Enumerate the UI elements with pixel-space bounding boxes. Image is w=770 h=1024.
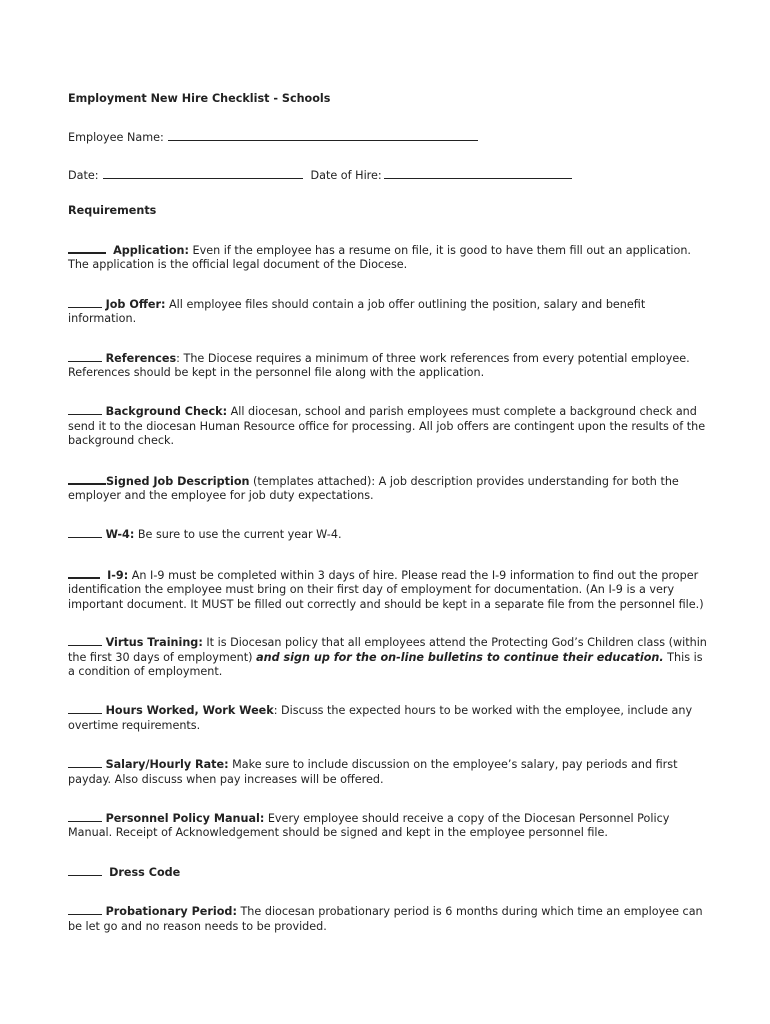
item-label: Personnel Policy Manual:: [105, 811, 265, 825]
checklist-document: [68, 92, 708, 934]
item-label: Signed Job Description: [106, 474, 250, 488]
item-emphasis: and sign up for the on-line bulletins to continue their education.: [256, 650, 664, 664]
checkbox-blank[interactable]: [68, 634, 102, 646]
date-label: Date:: [68, 169, 99, 182]
checklist-item-background-check: [68, 403, 708, 448]
item-text: (templates attached): A job description provides understanding for both the employer and the employee for job duty expectations.: [68, 474, 679, 503]
item-label: Salary/Hourly Rate:: [105, 758, 229, 772]
item-label: Virtus Training:: [105, 636, 203, 650]
checklist-item-signed-job-description: [68, 472, 708, 504]
date-fields: [68, 167, 708, 181]
item-text: : The Diocese requires a minimum of three work references from every potential employee. References should be kept in the personnel file along with the application.: [68, 351, 690, 380]
item-label: Application:: [113, 244, 189, 257]
item-label: W-4:: [105, 528, 135, 542]
checkbox-blank[interactable]: [68, 403, 102, 415]
date-of-hire-label: Date of Hire:: [310, 169, 382, 182]
item-label: Background Check:: [105, 405, 228, 419]
checkbox-blank[interactable]: [68, 903, 102, 915]
item-label: Probationary Period:: [105, 905, 237, 919]
checkbox-blank[interactable]: [68, 702, 102, 714]
checklist-item-personnel-policy-manual: [68, 810, 708, 841]
item-text-after: This is a condition of employment.: [68, 650, 703, 678]
item-text: The diocesan probationary period is 6 months during which time an employee can be let go and no reason needs to be provided.: [68, 905, 703, 933]
checkbox-blank[interactable]: [68, 810, 102, 822]
requirements-heading: Requirements: [68, 204, 157, 217]
checklist-item-dress-code: [68, 864, 708, 880]
checklist-item-application: [68, 241, 708, 273]
item-text: An I-9 must be completed within 3 days of hire. Please read the I-9 information to find out the proper identification the employee must bring on their first day of employment for documentation. (An I-9 is a very important document. It MUST be filled out correctly and should be kept in a separate file from the personnel file.): [68, 568, 704, 611]
item-text: : Discuss the expected hours to be worked with the employee, include any overtime requirements.: [68, 704, 693, 732]
item-label: Hours Worked, Work Week: [105, 704, 274, 718]
checklist-item-job-offer: [68, 296, 708, 327]
checkbox-blank[interactable]: [68, 296, 102, 308]
checkbox-blank[interactable]: [68, 756, 102, 768]
date-blank[interactable]: [103, 167, 303, 179]
checklist-item-salary-rate: [68, 756, 708, 787]
employee-name-label: Employee Name:: [68, 131, 164, 144]
employee-name-blank[interactable]: [168, 129, 478, 141]
item-text: Every employee should receive a copy of the Diocesan Personnel Policy Manual. Receipt of Acknowledgement should be signed and kept in the employee personnel file.: [68, 811, 670, 840]
checkbox-blank[interactable]: [68, 472, 106, 485]
item-label: I-9:: [107, 568, 129, 582]
checklist-item-i9: [68, 566, 708, 612]
checklist-item-probationary-period: [68, 903, 708, 934]
document-title: Employment New Hire Checklist - Schools: [68, 92, 331, 105]
item-label: Job Offer:: [105, 297, 166, 311]
item-label: Dress Code: [109, 865, 181, 879]
checkbox-blank[interactable]: [68, 526, 102, 538]
item-text: It is Diocesan policy that all employees attend the Protecting God’s Children class (within the first 30 days of employment): [68, 636, 707, 664]
employee-name-field: [68, 129, 708, 143]
item-text: Even if the employee has a resume on file, it is good to have them fill out an application. The application is the official legal document of the Diocese.: [68, 244, 691, 272]
checklist-item-virtus-training: [68, 634, 708, 679]
checkbox-blank[interactable]: [68, 566, 100, 579]
checkbox-blank[interactable]: [68, 350, 102, 362]
item-text: All employee files should contain a job offer outlining the position, salary and benefit information.: [68, 297, 646, 326]
checkbox-blank[interactable]: [68, 241, 106, 254]
checkbox-blank[interactable]: [68, 864, 102, 876]
item-text: All diocesan, school and parish employees must complete a background check and send it to the diocesan Human Resource office for processing. All job offers are contingent upon the results of the background check.: [68, 405, 706, 448]
item-text: Make sure to include discussion on the employee’s salary, pay periods and first payday. Also discuss when pay increases will be offered.: [68, 758, 678, 786]
checklist-item-hours-worked: [68, 702, 708, 733]
checklist-item-references: [68, 350, 708, 381]
date-of-hire-blank[interactable]: [384, 167, 572, 179]
item-text: Be sure to use the current year W-4.: [134, 528, 342, 542]
checklist-item-w4: [68, 526, 708, 542]
item-label: References: [105, 351, 177, 365]
